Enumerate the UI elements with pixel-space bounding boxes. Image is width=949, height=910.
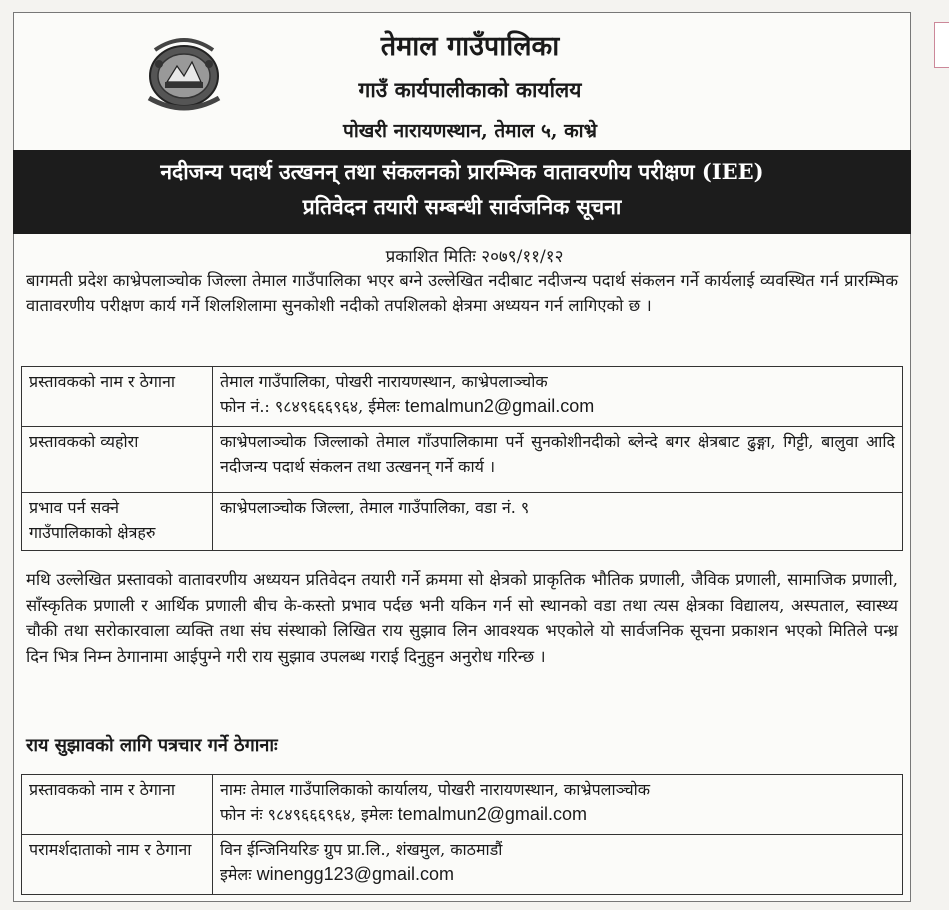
value-text: फोन नंः ९८४९६६६९६४, इमेलः — [220, 805, 398, 824]
row-value — [213, 775, 903, 835]
proposal-details-table — [21, 366, 903, 551]
row-value — [213, 367, 903, 427]
value-line: विन ईन्जिनियरिङ ग्रुप प्रा.लि., शंखमुल, काठमाडौं — [220, 840, 503, 859]
notice-title-line2: प्रतिवेदन तयारी सम्बन्धी सार्वजनिक सूचना — [302, 194, 622, 219]
notice-title-line1: नदीजन्य पदार्थ उत्खनन् तथा संकलनको प्रारम्भिक वातावरणीय परीक्षण (IEE) — [160, 159, 764, 184]
value-line — [220, 862, 895, 887]
office-name: गाउँ कार्यपालीकाको कार्यालय — [358, 77, 582, 102]
table-row — [22, 493, 903, 551]
published-date: प्रकाशित मितिः २०७९/११/१२ — [385, 247, 564, 267]
email-link[interactable]: temalmun2@gmail.com — [404, 396, 595, 416]
email-link[interactable]: winengg123@gmail.com — [256, 864, 454, 884]
row-value: काभ्रेपलाञ्चोक जिल्ला, तेमाल गाउँपालिका, वडा नं. ९ — [213, 493, 903, 551]
value-line: नामः तेमाल गाउँपालिकाको कार्यालय, पोखरी नारायणस्थान, काभ्रेपलाञ्चोक — [220, 780, 651, 799]
table-row — [22, 427, 903, 493]
table-row — [22, 835, 903, 895]
row-value — [213, 835, 903, 895]
row-label: प्रस्तावकको व्यहोरा — [22, 427, 213, 493]
value-line: तेमाल गाउँपालिका, पोखरी नारायणस्थान, काभ्रेपलाञ्चोक — [220, 372, 548, 391]
page-edge-tab — [934, 22, 949, 68]
notice-title-banner — [13, 150, 911, 234]
value-line — [220, 394, 895, 419]
row-label: परामर्शदाताको नाम र ठेगाना — [22, 835, 213, 895]
email-link[interactable]: temalmun2@gmail.com — [397, 804, 587, 824]
government-emblem-icon — [137, 30, 231, 112]
contact-table — [21, 774, 903, 895]
row-label: प्रभाव पर्न सक्ने गाउँपालिकाको क्षेत्रहरु — [22, 493, 213, 551]
body-paragraph: मथि उल्लेखित प्रस्तावको वातावरणीय अध्ययन प्रतिवेदन तयारी गर्ने क्रममा सो क्षेत्रको प्राकृतिक भौतिक प्रणाली, जैविक प्रणाली, सामाजिक प्रणाली, साँस्कृतिक प्रणाली र आर्थिक प्रणाली बीच के-कस्तो प्रभाव पर्दछ भनी यकिन गर्न सो स्थानको वडा तथा त्यस क्षेत्रका विद्यालय, अस्पताल, स्वास्थ्य चौकी तथा सरोकारवाला व्यक्ति तथा संघ संस्थाको लिखित राय सुझाव लिन आवश्यक भएकोले यो सार्वजनिक सूचना प्रकाशन भएको मितिले पन्ध्र दिन भित्र निम्न ठेगानामा आईपुग्ने गरी राय सुझाव उपलब्ध गराई दिनुहुन अनुरोध गरिन्छ । — [26, 570, 898, 666]
office-address: पोखरी नारायणस्थान, तेमाल ५, काभ्रे — [343, 120, 597, 142]
municipality-title: तेमाल गाउँपालिका — [380, 31, 560, 62]
intro-paragraph: बागमती प्रदेश काभ्रेपलाञ्चोक जिल्ला तेमाल गाउँपालिका भएर बग्ने उल्लेखित नदीबाट नदीजन्य पदार्थ संकलन गर्ने कार्यलाई व्यवस्थित गर्न प्रारम्भिक वातावरणीय परीक्षण कार्य गर्ने शिलशिलामा सुनकोशी नदीको तपशिलको क्षेत्रमा अध्ययन गर्न लागिएको छ । — [26, 271, 898, 315]
value-line — [220, 802, 895, 827]
row-value: काभ्रेपलाञ्चोक जिल्लाको तेमाल गाँउपालिकामा पर्ने सुनकोशीनदीको ब्लेन्दे बगर क्षेत्रबाट ढुङ्गा, गिट्टी, बालुवा आदि नदीजन्य पदार्थ संकलन तथा उत्खनन् गर्ने कार्य । — [213, 427, 903, 493]
table-row — [22, 775, 903, 835]
table-row — [22, 367, 903, 427]
row-label: प्रस्तावकको नाम र ठेगाना — [22, 367, 213, 427]
value-text: इमेलः — [220, 865, 257, 884]
contact-heading: राय सुझावको लागि पत्रचार गर्ने ठेगानाः — [26, 735, 278, 756]
row-label: प्रस्तावकको नाम र ठेगाना — [22, 775, 213, 835]
value-text: फोन नं.: ९८४९६६६९६४, ईमेलः — [220, 397, 405, 416]
